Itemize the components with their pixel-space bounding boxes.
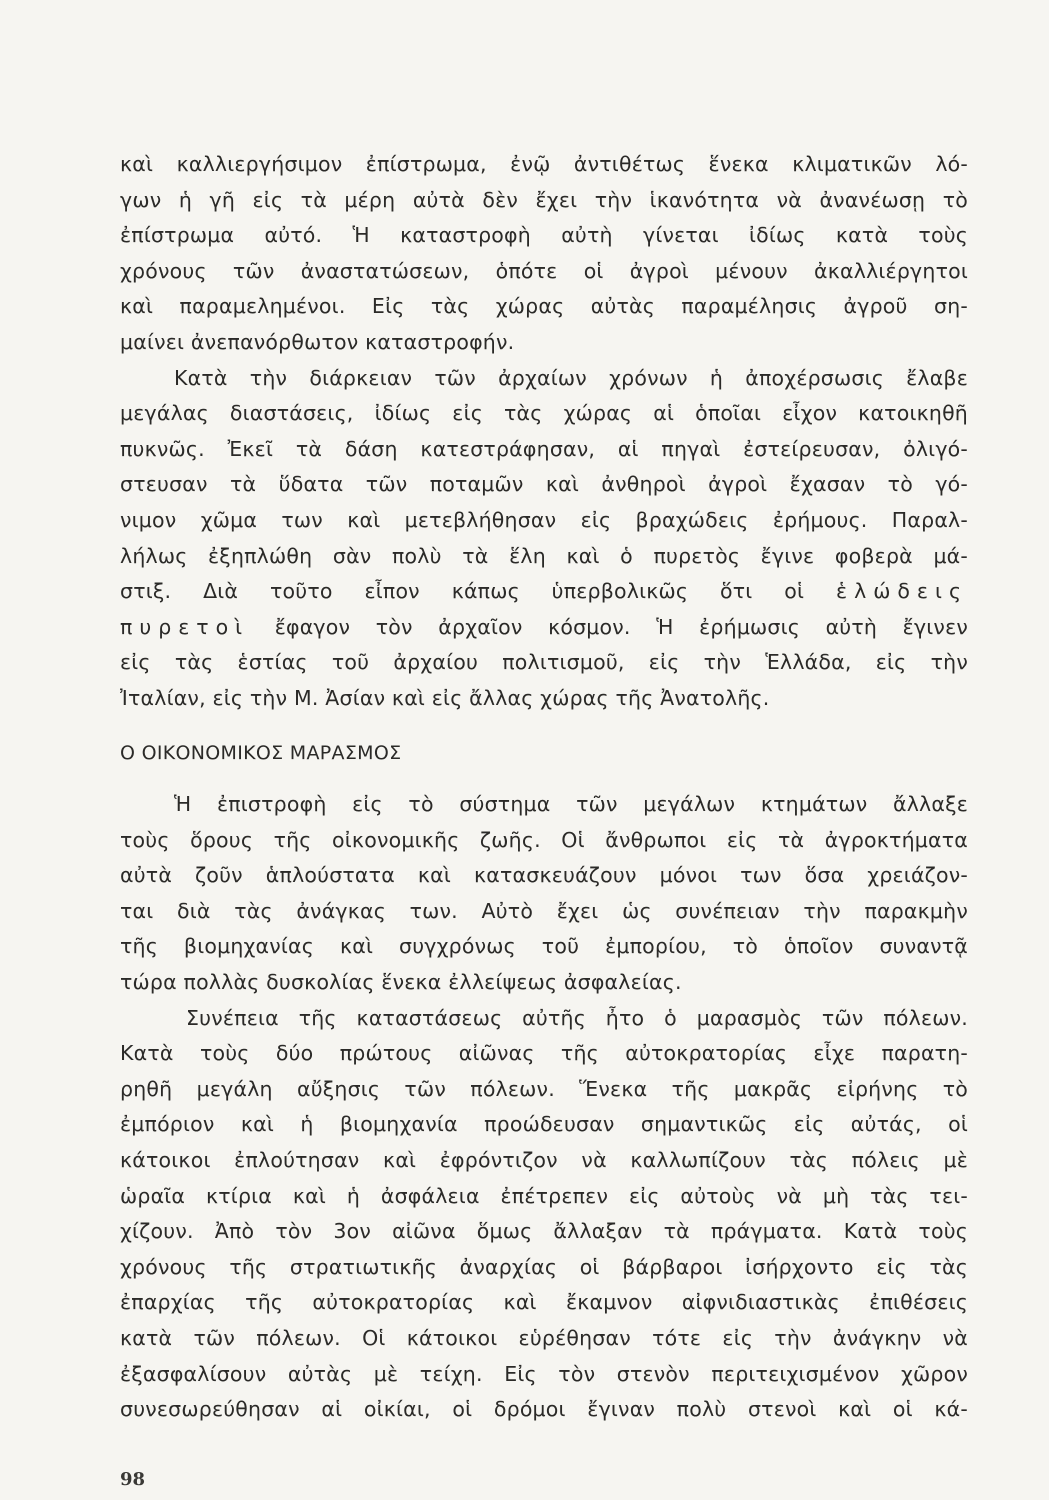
text-line: κάτοικοι ἐπλούτησαν καὶ ἐφρόντιζον νὰ καλλωπίζουν τὰς πόλεις μὲ xyxy=(120,1147,968,1172)
text-line: τοὺς ὅρους τῆς οἰκονομικῆς ζωῆς. Οἱ ἄνθρωποι εἰς τὰ ἀγροκτήματα xyxy=(120,827,968,852)
text-line: γων ἡ γῆ εἰς τὰ μέρη αὐτὰ δὲν ἔχει τὴν ἱκανότητα νὰ ἀνανέωσῃ τὸ xyxy=(120,187,968,212)
text-line: Κατὰ τὴν διάρκειαν τῶν ἀρχαίων χρόνων ἡ ἀποχέρσωσις ἔλαβε xyxy=(174,365,968,390)
text-line: τώρα πολλὰς δυσκολίας ἕνεκα ἐλλείψεως ἀσφαλείας. xyxy=(120,969,682,994)
text-line: λήλως ἐξηπλώθη σὰν πολὺ τὰ ἕλη καὶ ὁ πυρετὸς ἔγινε φοβερὰ μά- xyxy=(120,543,968,568)
text-line: εἰς τὰς ἑστίας τοῦ ἀρχαίου πολιτισμοῦ, εἰς τὴν Ἑλλάδα, εἰς τὴν xyxy=(120,650,968,675)
text-line: συνεσωρεύθησαν αἱ οἰκίαι, οἱ δρόμοι ἔγιναν πολὺ στενοὶ καὶ οἱ κά- xyxy=(120,1397,968,1422)
text-line: ἐπίστρωμα αὐτό. Ἡ καταστροφὴ αὐτὴ γίνεται ἰδίως κατὰ τοὺς xyxy=(120,223,968,248)
spaced-emphasis: ἑλώδεις xyxy=(836,579,968,604)
text-line: τῆς βιομηχανίας καὶ συγχρόνως τοῦ ἐμπορίου, τὸ ὁποῖον συναντᾷ xyxy=(120,934,968,959)
text-line xyxy=(120,610,968,646)
text-line: αὐτὰ ζοῦν ἁπλούστατα καὶ κατασκευάζουν μόνοι των ὅσα χρειάζον- xyxy=(120,863,968,888)
spaced-emphasis: πυρετοὶ xyxy=(120,614,250,639)
text-line: ται διὰ τὰς ἀνάγκας των. Αὐτὸ ἔχει ὡς συνέπειαν τὴν παρακμὴν xyxy=(120,898,968,923)
text-line: ρηθῆ μεγάλη αὔξησις τῶν πόλεων. Ἕνεκα τῆς μακρᾶς εἰρήνης τὸ xyxy=(120,1076,968,1101)
text-line: ἐπαρχίας τῆς αὐτοκρατορίας καὶ ἔκαμνον αἰφνιδιαστικὰς ἐπιθέσεις xyxy=(120,1290,968,1315)
text-line: καὶ καλλιεργήσιμον ἐπίστρωμα, ἐνῷ ἀντιθέτως ἕνεκα κλιματικῶν λό- xyxy=(120,152,968,176)
text-line xyxy=(120,574,968,610)
text-line: στευσαν τὰ ὕδατα τῶν ποταμῶν καὶ ἀνθηροὶ ἀγροὶ ἔχασαν τὸ γό- xyxy=(120,472,968,497)
text-line: χρόνους τῶν ἀναστατώσεων, ὁπότε οἱ ἀγροὶ μένουν ἀκαλλιέργητοι xyxy=(120,258,968,283)
text-line: πυκνῶς. Ἐκεῖ τὰ δάση κατεστράφησαν, αἱ πηγαὶ ἐστείρευσαν, ὀλιγό- xyxy=(120,436,968,461)
text-line: νιμον χῶμα των καὶ μετεβλήθησαν εἰς βραχώδεις ἐρήμους. Παραλ- xyxy=(120,507,968,532)
text-line: ἐμπόριον καὶ ἡ βιομηχανία προώδευσαν σημαντικῶς εἰς αὐτάς, οἱ xyxy=(120,1112,968,1137)
text-line: Ἰταλίαν, εἰς τὴν Μ. Ἀσίαν καὶ εἰς ἄλλας χώρας τῆς Ἀνατολῆς. xyxy=(120,685,770,710)
upper-text-block xyxy=(120,147,968,717)
text-line: χρόνους τῆς στρατιωτικῆς ἀναρχίας οἱ βάρβαροι ἰσήρχοντο εἰς τὰς xyxy=(120,1254,968,1279)
text-line: μεγάλας διαστάσεις, ἰδίως εἰς τὰς χώρας αἱ ὁποῖαι εἶχον κατοικηθῆ xyxy=(120,401,968,426)
text-line: Συνέπεια τῆς καταστάσεως αὐτῆς ἦτο ὁ μαρασμὸς τῶν πόλεων. xyxy=(186,1005,968,1030)
text-line: Ἡ ἐπιστροφὴ εἰς τὸ σύστημα τῶν μεγάλων κτημάτων ἄλλαξε xyxy=(174,792,968,816)
text-line: μαίνει ἀνεπανόρθωτον καταστροφήν. xyxy=(120,329,515,354)
text-line: κατὰ τῶν πόλεων. Οἱ κάτοικοι εὑρέθησαν τότε εἰς τὴν ἀνάγκην νὰ xyxy=(120,1325,968,1350)
text-fragment: στιξ. Διὰ τοῦτο εἶπον κάπως ὑπερβολικῶς ὅτι οἱ xyxy=(120,579,805,604)
text-fragment: ἔφαγον τὸν ἀρχαῖον κόσμον. Ἡ ἐρήμωσις αὐτὴ ἔγινεν xyxy=(274,614,969,639)
section-heading: Ο ΟΙΚΟΝΟΜΙΚΟΣ ΜΑΡΑΣΜΟΣ xyxy=(120,742,402,764)
text-line: Κατὰ τοὺς δύο πρώτους αἰῶνας τῆς αὐτοκρατορίας εἶχε παρατη- xyxy=(120,1041,968,1066)
lower-text-block xyxy=(120,787,968,1428)
text-line: χίζουν. Ἀπὸ τὸν 3ον αἰῶνα ὅμως ἄλλαξαν τὰ πράγματα. Κατὰ τοὺς xyxy=(120,1219,968,1244)
text-line: καὶ παραμελημένοι. Εἰς τὰς χώρας αὐτὰς παραμέλησις ἀγροῦ ση- xyxy=(120,294,968,319)
text-line: ὡραῖα κτίρια καὶ ἡ ἀσφάλεια ἐπέτρεπεν εἰς αὐτοὺς νὰ μὴ τὰς τει- xyxy=(120,1183,968,1208)
text-line: ἐξασφαλίσουν αὐτὰς μὲ τείχη. Εἰς τὸν στενὸν περιτειχισμένον χῶρον xyxy=(120,1361,968,1386)
page-number: 98 xyxy=(120,1469,146,1490)
